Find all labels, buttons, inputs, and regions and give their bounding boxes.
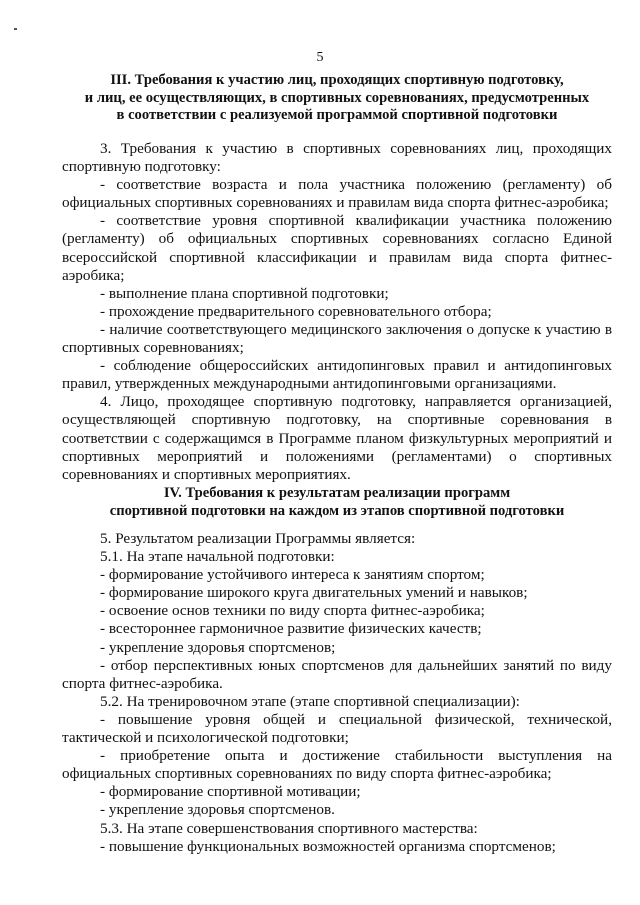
heading-line: IV. Требования к результатам реализации программ bbox=[163, 485, 511, 501]
text-line: - всестороннее гармоничное развитие физических качеств; bbox=[100, 620, 482, 638]
requirement-item bbox=[62, 176, 612, 212]
result-item bbox=[62, 801, 612, 819]
heading-line: III. Требования к участию лиц, проходящих спортивную подготовку, bbox=[110, 72, 564, 88]
text-line: - укрепление здоровья спортсменов; bbox=[100, 638, 336, 656]
text-line: - соблюдение общероссийских антидопинговых правил и антидопинговых bbox=[100, 357, 612, 375]
text-line: 3. Требования к участию в спортивных соревнованиях лиц, проходящих bbox=[100, 140, 612, 157]
text-line: - соответствие возраста и пола участника положению (регламенту) об bbox=[100, 176, 612, 194]
page-number: 5 bbox=[316, 50, 324, 65]
text-line: 4. Лицо, проходящее спортивную подготовку, направляется организацией, bbox=[100, 393, 612, 411]
text-line: - формирование устойчивого интереса к занятиям спортом; bbox=[100, 566, 485, 584]
requirement-item bbox=[62, 212, 612, 284]
text-line: тактической и психологической подготовки; bbox=[62, 729, 349, 747]
result-item bbox=[62, 657, 612, 693]
text-line: спортивных соревнованиях; bbox=[62, 339, 244, 357]
requirement-item bbox=[62, 357, 612, 393]
paragraph-3 bbox=[62, 140, 612, 176]
paragraph-5 bbox=[62, 530, 612, 548]
result-item bbox=[62, 584, 612, 602]
section-3-body bbox=[62, 140, 612, 484]
result-item bbox=[62, 620, 612, 638]
text-line: - освоение основ техники по виду спорта фитнес-аэробика; bbox=[100, 602, 485, 620]
text-line: - приобретение опыта и достижение стабильности выступления на bbox=[100, 747, 612, 765]
text-line: всероссийской спортивной классификации и правилам вида спорта фитнес- bbox=[62, 248, 612, 266]
section-3-heading bbox=[62, 72, 612, 125]
section-4-body bbox=[62, 530, 612, 856]
subsection-5-2 bbox=[62, 693, 612, 711]
text-line: осуществляющей спортивную подготовку, на спортивные соревнования в bbox=[62, 411, 612, 429]
result-item bbox=[62, 711, 612, 747]
text-line: - повышение функциональных возможностей организма спортсменов; bbox=[100, 837, 556, 855]
requirement-item bbox=[62, 303, 612, 321]
text-line: соревнованиях и спортивных мероприятиях. bbox=[62, 465, 351, 483]
heading-line: спортивной подготовки на каждом из этапов спортивной подготовки bbox=[109, 502, 565, 519]
text-line: - соответствие уровня спортивной квалификации участника положению bbox=[100, 212, 612, 230]
subsection-5-3 bbox=[62, 820, 612, 838]
result-item bbox=[62, 566, 612, 584]
text-line: аэробика; bbox=[62, 266, 125, 284]
result-item bbox=[62, 639, 612, 657]
text-line: (регламенту) об официальных спортивных соревнованиях согласно Единой bbox=[62, 230, 612, 248]
text-line: правил, утвержденных международными антидопинговыми организациями. bbox=[62, 375, 557, 393]
text-line: соответствии с содержащимся в Программе планом физкультурных мероприятий и bbox=[62, 429, 612, 447]
text-line: 5. Результатом реализации Программы является: bbox=[100, 530, 416, 547]
text-line: - отбор перспективных юных спортсменов для дальнейших занятий по виду bbox=[100, 656, 612, 674]
heading-line: в соответствии с реализуемой программой спортивной подготовки bbox=[116, 107, 558, 123]
text-line: официальных спортивных соревнованиях по виду спорта фитнес-аэробика; bbox=[62, 765, 552, 783]
paragraph-4 bbox=[62, 393, 612, 483]
result-item bbox=[62, 783, 612, 801]
text-line: - формирование спортивной мотивации; bbox=[100, 783, 361, 801]
text-line: - укрепление здоровья спортсменов. bbox=[100, 801, 335, 819]
requirement-item bbox=[62, 285, 612, 303]
text-line: - прохождение предварительного соревновательного отбора; bbox=[100, 302, 492, 320]
requirement-item bbox=[62, 321, 612, 357]
text-line: спортивных мероприятий и положениями (регламентами) о спортивных bbox=[62, 447, 612, 465]
text-line: спортивную подготовку: bbox=[62, 158, 221, 176]
result-item bbox=[62, 838, 612, 856]
result-item bbox=[62, 747, 612, 783]
text-line: 5.1. На этапе начальной подготовки: bbox=[100, 548, 335, 566]
text-line: спорта фитнес-аэробика. bbox=[62, 674, 223, 692]
text-line: - выполнение плана спортивной подготовки; bbox=[100, 284, 389, 302]
text-line: - наличие соответствующего медицинского заключения о допуске к участию в bbox=[100, 320, 612, 338]
result-item bbox=[62, 602, 612, 620]
text-line: 5.3. На этапе совершенствования спортивного мастерства: bbox=[100, 819, 478, 837]
text-line: - формирование широкого круга двигательных умений и навыков; bbox=[100, 584, 528, 602]
text-line: официальных спортивных соревнованиях и правилам вида спорта фитнес-аэробика; bbox=[62, 194, 609, 212]
heading-line: и лиц, ее осуществляющих, в спортивных соревнованиях, предусмотренных bbox=[84, 89, 590, 106]
subsection-5-1 bbox=[62, 548, 612, 566]
text-line: 5.2. На тренировочном этапе (этапе спортивной специализации): bbox=[100, 692, 520, 710]
text-line: - повышение уровня общей и специальной физической, технической, bbox=[100, 710, 612, 728]
section-4-heading bbox=[62, 485, 612, 520]
scan-artifact bbox=[14, 28, 17, 30]
